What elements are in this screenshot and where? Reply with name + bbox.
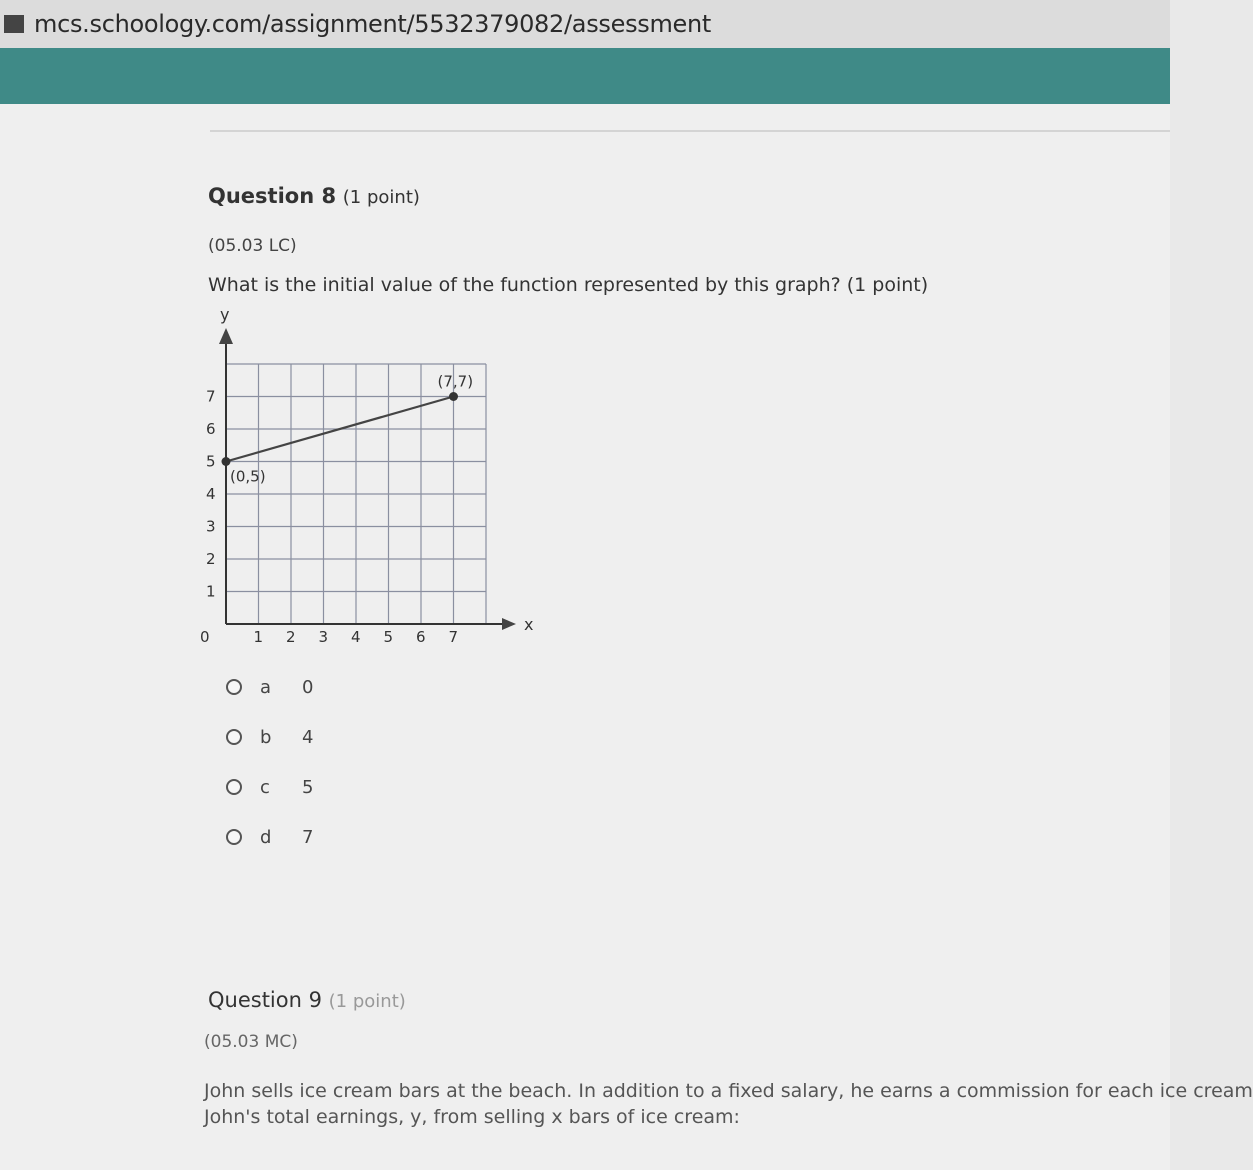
option-d-value: 7 bbox=[302, 826, 314, 848]
x-tick-label: 5 bbox=[383, 628, 394, 646]
site-header-bar bbox=[0, 48, 1170, 104]
y-axis-arrow bbox=[219, 328, 233, 344]
point-label: (0,5) bbox=[230, 467, 266, 486]
y-tick-label: 6 bbox=[206, 420, 216, 438]
option-b[interactable] bbox=[226, 720, 366, 754]
question-8-points: (1 point) bbox=[342, 187, 420, 208]
question-9-title: Question 9 bbox=[208, 988, 322, 1012]
x-tick-label: 7 bbox=[448, 628, 459, 646]
x-axis-label: x bbox=[524, 615, 534, 634]
option-c[interactable] bbox=[226, 770, 366, 804]
x-tick-label: 1 bbox=[253, 628, 264, 646]
question-8-prompt: What is the initial value of the function represented by this graph? (1 point) bbox=[208, 274, 929, 296]
url-text[interactable]: mcs.schoology.com/assignment/5532379082/assessment bbox=[34, 10, 712, 38]
option-c-letter: c bbox=[260, 776, 270, 798]
y-tick-label: 7 bbox=[206, 387, 216, 406]
browser-address-bar[interactable] bbox=[0, 0, 1170, 48]
point-label: (7,7) bbox=[437, 372, 474, 391]
x-tick-label: 6 bbox=[416, 628, 426, 646]
question-8-title: Question 8 bbox=[208, 184, 337, 208]
x-tick-label: 2 bbox=[286, 628, 296, 646]
radio-button-d[interactable] bbox=[226, 829, 242, 845]
question-9-heading bbox=[208, 988, 406, 1012]
option-a-letter: a bbox=[260, 676, 272, 698]
x-axis-arrow bbox=[502, 618, 516, 630]
site-info-icon[interactable] bbox=[4, 15, 24, 33]
divider bbox=[210, 130, 1170, 132]
question-8-code: (05.03 LC) bbox=[208, 236, 297, 256]
option-a[interactable] bbox=[226, 670, 366, 704]
y-tick-label: 4 bbox=[206, 485, 216, 503]
question-9-points: (1 point) bbox=[328, 991, 406, 1012]
data-point bbox=[449, 392, 458, 401]
option-a-value: 0 bbox=[302, 676, 314, 698]
option-d[interactable] bbox=[226, 820, 366, 854]
y-tick-label: 1 bbox=[206, 582, 216, 601]
function-graph bbox=[190, 305, 534, 654]
question-9-text-line-1: John sells ice cream bars at the beach. In addition to a fixed salary, he earns a commission for each ice cream bbox=[204, 1080, 1253, 1102]
y-tick-label: 2 bbox=[206, 550, 216, 568]
radio-button-c[interactable] bbox=[226, 779, 242, 795]
y-axis-label: y bbox=[220, 305, 230, 324]
x-tick-label: 4 bbox=[351, 628, 361, 646]
assessment-page bbox=[0, 104, 1253, 1170]
x-tick-label: 3 bbox=[318, 628, 329, 646]
x-tick-label: 0 bbox=[200, 628, 210, 646]
radio-button-a[interactable] bbox=[226, 679, 242, 695]
question-8-heading bbox=[208, 184, 420, 208]
question-9-code: (05.03 MC) bbox=[204, 1032, 298, 1052]
option-c-value: 5 bbox=[302, 776, 314, 798]
data-point bbox=[222, 457, 231, 466]
radio-button-b[interactable] bbox=[226, 729, 242, 745]
option-b-letter: b bbox=[260, 726, 272, 748]
y-tick-label: 5 bbox=[206, 452, 216, 471]
option-b-value: 4 bbox=[302, 726, 314, 748]
question-9-text-line-2: John's total earnings, y, from selling x bars of ice cream: bbox=[204, 1106, 740, 1128]
y-tick-label: 3 bbox=[206, 517, 216, 536]
option-d-letter: d bbox=[260, 826, 272, 848]
